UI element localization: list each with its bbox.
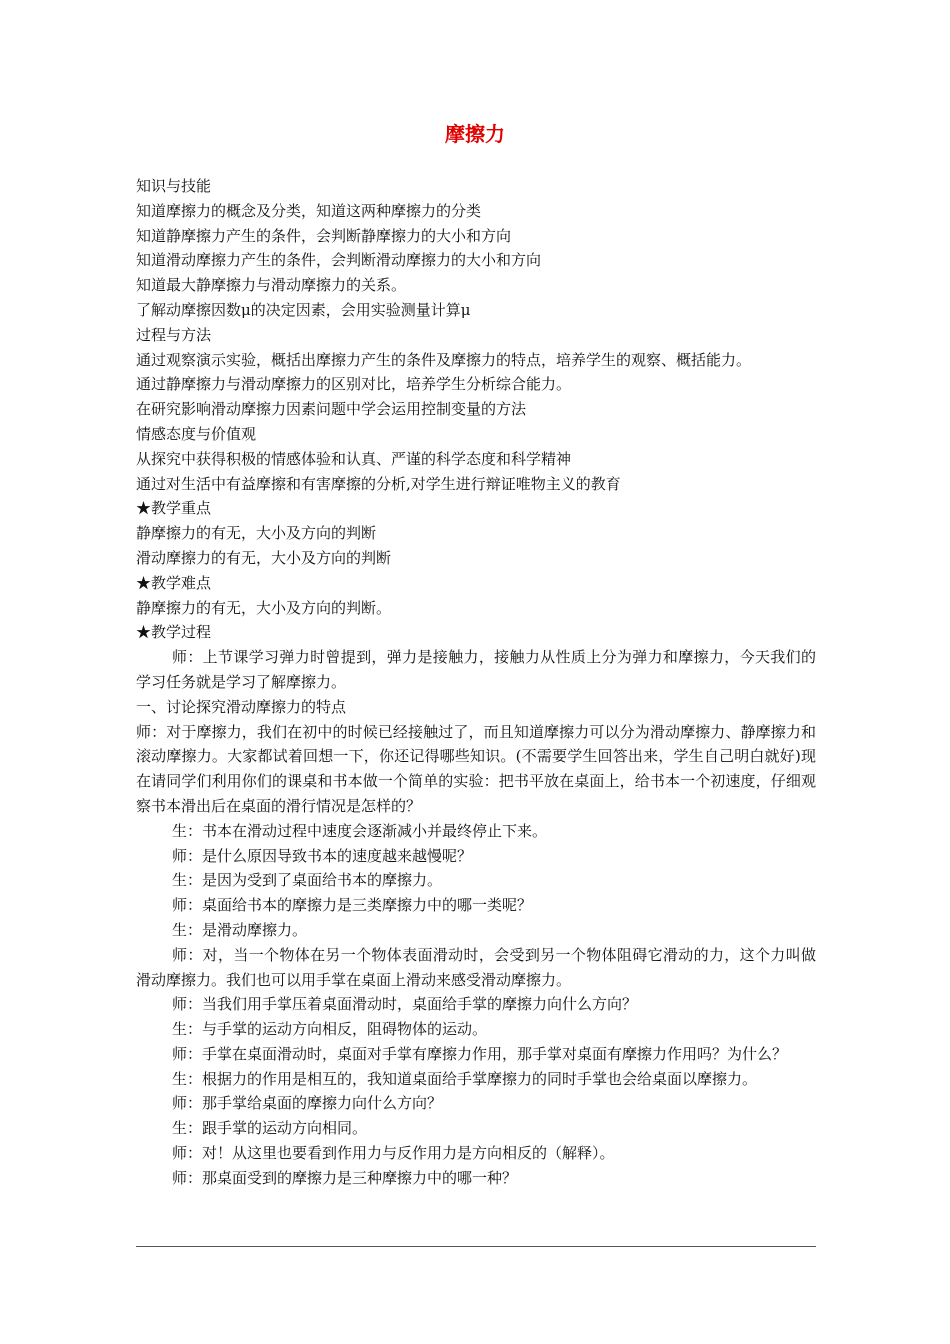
dialog-line: 师：那手掌给桌面的摩擦力向什么方向？ [172,1094,443,1113]
knowledge-item: 知道滑动摩擦力产生的条件，会判断滑动摩擦力的大小和方向 [136,251,542,270]
section-heading-attitude: 情感态度与价值观 [136,424,257,443]
knowledge-item: 知道静摩擦力产生的条件，会判断静摩擦力的大小和方向 [136,226,512,245]
knowledge-item: 知道摩擦力的概念及分类，知道这两种摩擦力的分类 [136,201,482,220]
part-heading: 一、讨论探究滑动摩擦力的特点 [136,697,347,716]
page-title: 摩擦力 [445,122,505,146]
key-point-item: 滑动摩擦力的有无，大小及方向的判断 [136,548,392,567]
key-point-item: 静摩擦力的有无，大小及方向的判断 [136,524,377,543]
dialog-line: 生：跟手掌的运动方向相同。 [172,1119,368,1138]
dialog-line: 生：与手掌的运动方向相反，阻碍物体的运动。 [172,1020,488,1039]
procedure-paragraph: 师：对，当一个物体在另一个物体表面滑动时，会受到另一个物体阻碍它滑动的力，这个力叫做滑动摩擦力。我们也可以用手掌在桌面上滑动来感受滑动摩擦力。 [136,945,816,989]
dialog-line: 师：桌面给书本的摩擦力是三类摩擦力中的哪一类呢？ [172,896,533,915]
attitude-item: 从探究中获得积极的情感体验和认真、严谨的科学态度和科学精神 [136,449,572,468]
document-body [136,174,816,1191]
dialog-line: 生：根据力的作用是相互的，我知道桌面给手掌摩擦力的同时手掌也会给桌面以摩擦力。 [172,1069,758,1088]
dialog-line: 师：那桌面受到的摩擦力是三种摩擦力中的哪一种？ [172,1168,518,1187]
knowledge-item: 了解动摩擦因数μ的决定因素，会用实验测量计算μ [136,300,471,319]
footer-divider [136,1246,816,1247]
section-heading-procedure: ★教学过程 [136,623,212,642]
dialog-line: 师：对！从这里也要看到作用力与反作用力是方向相反的（解释）。 [172,1144,615,1163]
procedure-paragraph: 师：对于摩擦力，我们在初中的时候已经接触过了，而且知道摩擦力可以分为滑动摩擦力、静摩擦力和滚动摩擦力。大家都试着回想一下，你还记得哪些知识。(不需要学生回答出来，学生自己明白就好)现在请同学们利用你们的课桌和书本做一个简单的实验：把书平放在桌面上，给书本一个初速度，仔细观察书本滑出后在桌面的滑行情况是怎样的？ [136,722,816,815]
dialog-line: 师：是什么原因导致书本的速度越来越慢呢？ [172,846,473,865]
dialog-line: 生：是因为受到了桌面给书本的摩擦力。 [172,871,443,890]
section-heading-key-points: ★教学重点 [136,499,212,518]
process-item: 通过观察演示实验，概括出摩擦力产生的条件及摩擦力的特点，培养学生的观察、概括能力。 [136,350,752,369]
difficulty-item: 静摩擦力的有无，大小及方向的判断。 [136,598,392,617]
knowledge-item: 知道最大静摩擦力与滑动摩擦力的关系。 [136,276,407,295]
procedure-paragraph: 师：手掌在桌面滑动时，桌面对手掌有摩擦力作用，那手掌对桌面有摩擦力作用吗？为什么？ [172,1044,788,1063]
dialog-line: 师：当我们用手掌压着桌面滑动时，桌面给手掌的摩擦力向什么方向？ [172,995,638,1014]
process-item: 在研究影响滑动摩擦力因素问题中学会运用控制变量的方法 [136,400,527,419]
section-heading-process: 过程与方法 [136,325,212,344]
procedure-intro: 师：上节课学习弹力时曾提到，弹力是接触力，接触力从性质上分为弹力和摩擦力，今天我们的学习任务就是学习了解摩擦力。 [136,648,816,691]
dialog-line: 生：是滑动摩擦力。 [172,920,308,939]
section-heading-knowledge: 知识与技能 [136,177,212,195]
section-heading-difficulty: ★教学难点 [136,573,212,592]
attitude-item: 通过对生活中有益摩擦和有害摩擦的分析,对学生进行辩证唯物主义的教育 [136,474,621,493]
process-item: 通过静摩擦力与滑动摩擦力的区别对比，培养学生分析综合能力。 [136,375,572,394]
dialog-line: 生：书本在滑动过程中速度会逐渐减小并最终停止下来。 [172,821,548,840]
